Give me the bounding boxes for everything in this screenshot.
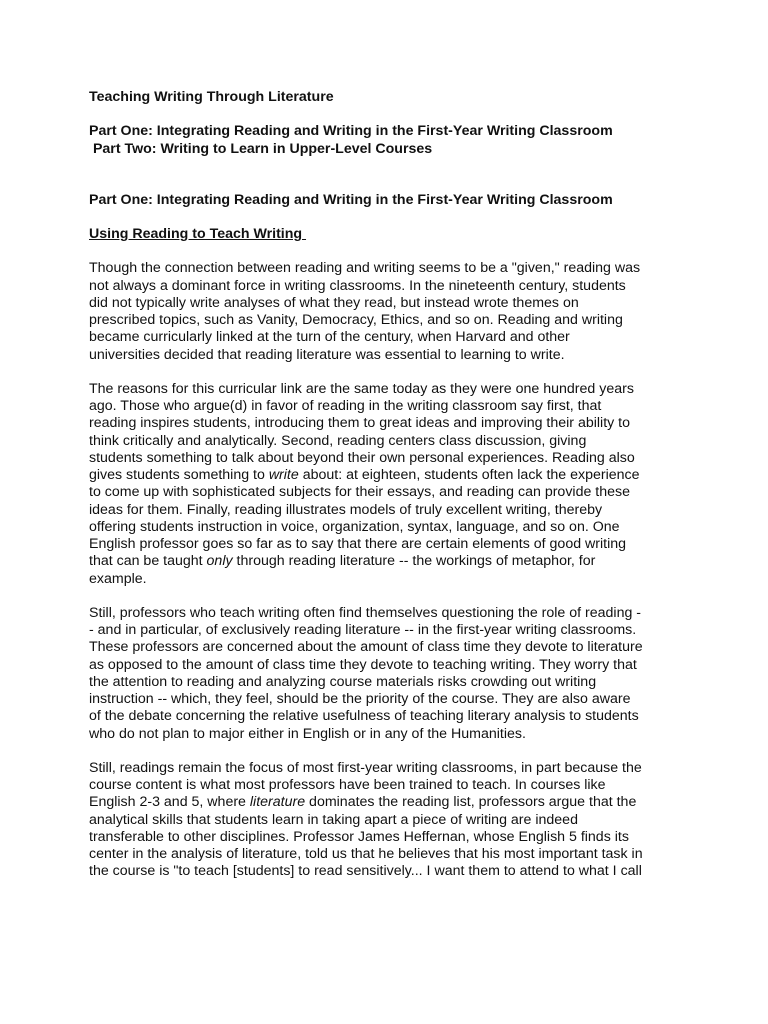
paragraph-line-with-emphasis (89, 553, 689, 570)
paragraph-line: English professor goes so far as to say that there are certain elements of good writing (89, 536, 627, 552)
document-page (89, 89, 689, 881)
text-run: dominates the reading list, professors argue that the (305, 794, 637, 811)
paragraph-line: analytical skills that students learn in taking apart a piece of writing are indeed (89, 811, 578, 828)
paragraph-line: Though the connection between reading and writing seems to be a "given," reading was (89, 260, 641, 277)
paragraph-line: of the debate concerning the relative usefulness of teaching literary analysis to students (89, 708, 639, 725)
paragraph-line: The reasons for this curricular link are the same today as they were one hundred years (89, 380, 634, 397)
toc-item-part-two: Part Two: Writing to Learn in Upper-Level Courses (89, 140, 433, 157)
text-run: through reading literature -- the workings of metaphor, for (232, 553, 596, 570)
emphasized-word: only (206, 553, 233, 570)
paragraph-line-with-emphasis (89, 467, 689, 484)
paragraph-line: reading inspires students, introducing them to great ideas and improving their ability to (89, 415, 631, 432)
text-run: English 2-3 and 5, where (89, 794, 250, 811)
paragraph-line: as opposed to the amount of class time they devote to teaching writing. They worry that (89, 656, 637, 673)
paragraph-line: Still, readings remain the focus of most first-year writing classrooms, in part because the (89, 759, 642, 776)
paragraph-4 (89, 760, 689, 881)
paragraph-line: Still, professors who teach writing often find themselves questioning the role of reading - (89, 604, 642, 621)
paragraph-line: universities decided that reading literature was essential to learning to write. (89, 346, 565, 363)
paragraph-line: did not typically write analyses of what they read, but instead wrote themes on (89, 294, 579, 311)
paragraph-line: think critically and analytically. Second, reading centers class discussion, giving (89, 432, 587, 449)
paragraph-line: transferable to other disciplines. Professor James Heffernan, whose English 5 finds its (89, 828, 629, 845)
text-run: gives students something to (89, 467, 269, 483)
table-of-contents (89, 123, 689, 158)
paragraph-line: students something to talk about beyond their own personal experiences. Reading also (89, 449, 635, 466)
paragraph-line: the course is "to teach [students] to read sensitively... I want them to attend to what I call (89, 863, 642, 880)
emphasized-word: write (268, 467, 299, 483)
document-title: Teaching Writing Through Literature (89, 89, 334, 105)
sub-heading: Using Reading to Teach Writing (89, 226, 307, 242)
toc-item-part-one: Part One: Integrating Reading and Writing in the First-Year Writing Classroom (89, 123, 613, 140)
paragraph-line-with-emphasis (89, 794, 689, 811)
paragraph-line: These professors are concerned about the amount of class time they devote to literature (89, 639, 643, 656)
paragraph-line: - and in particular, of exclusively reading literature -- in the first-year writing classrooms. (89, 622, 637, 638)
paragraph-line: offering students instruction in voice, organization, syntax, language, and so on. One (89, 518, 620, 535)
emphasized-word: literature (249, 794, 306, 811)
paragraph-1 (89, 260, 689, 364)
paragraph-line: instruction -- which, they feel, should be the priority of the course. They are also aware (89, 691, 631, 707)
section-heading: Part One: Integrating Reading and Writing in the First-Year Writing Classroom (89, 191, 613, 208)
paragraph-line: ideas for them. Finally, reading illustrates models of truly excellent writing, thereby (89, 501, 603, 518)
paragraph-line: the attention to reading and analyzing course materials risks crowding out writing (89, 673, 597, 690)
paragraph-line: who do not plan to major either in English or in any of the Humanities. (89, 725, 526, 742)
paragraph-line: to come up with sophisticated subjects for their essays, and reading can provide these (89, 484, 631, 501)
paragraph-line: example. (89, 570, 147, 587)
paragraph-line: center in the analysis of literature, told us that he believes that his most important task in (89, 846, 643, 862)
paragraph-line: course content is what most professors have been trained to teach. In courses like (89, 777, 606, 793)
paragraph-line: prescribed topics, such as Vanity, Democracy, Ethics, and so on. Reading and writing (89, 312, 623, 328)
paragraph-3 (89, 605, 689, 743)
text-run: about: at eighteen, students often lack the experience (298, 467, 640, 483)
paragraph-2 (89, 381, 689, 588)
paragraph-line: became curricularly linked at the turn of the century, when Harvard and other (89, 329, 570, 346)
text-run: that can be taught (89, 553, 207, 570)
paragraph-line: ago. Those who argue(d) in favor of reading in the writing classroom say first, that (89, 398, 602, 414)
paragraph-line: not always a dominant force in writing classrooms. In the nineteenth century, students (89, 277, 626, 294)
